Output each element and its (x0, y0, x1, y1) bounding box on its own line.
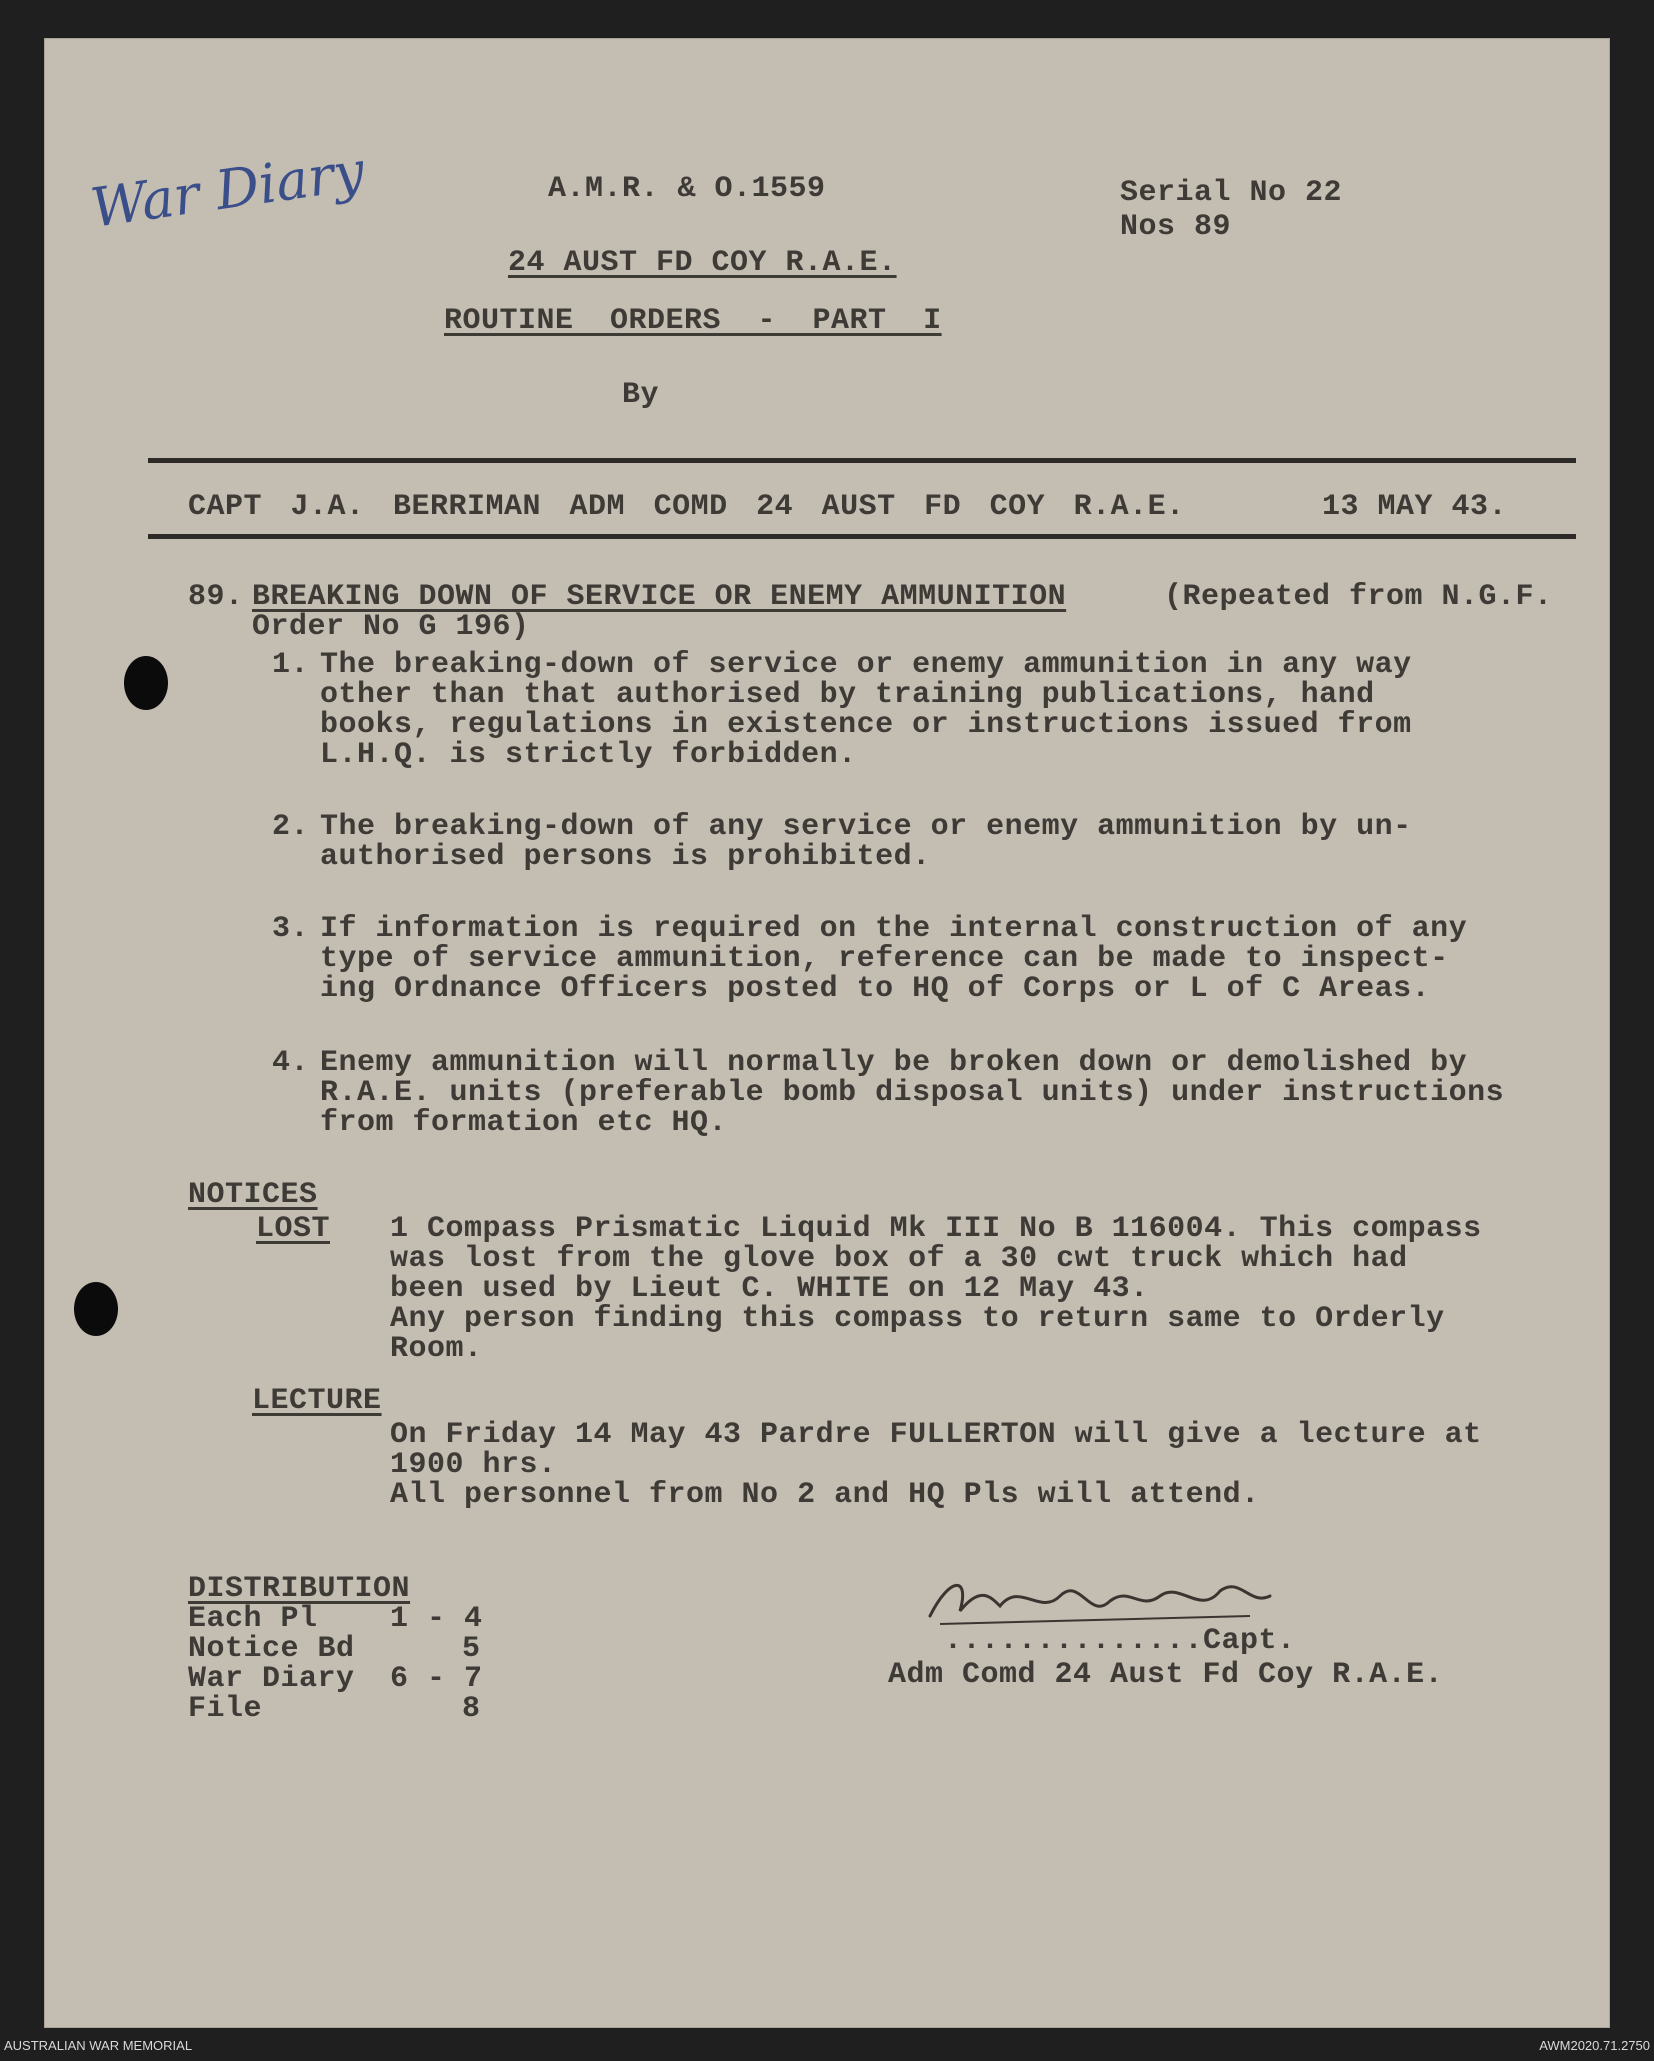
paragraph-line: The breaking-down of service or enemy ammunition in any way (320, 648, 1412, 682)
punch-hole-top (124, 656, 168, 710)
paragraph-number: 1. (272, 648, 310, 682)
bottom-rule (148, 534, 1576, 539)
lecture-line: 1900 hrs. (390, 1448, 557, 1482)
lost-line: 1 Compass Prismatic Liquid Mk III No B 116004. This compass (390, 1212, 1482, 1246)
unit-title: 24 AUST FD COY R.A.E. (508, 246, 897, 280)
distribution-label: File (188, 1692, 263, 1726)
distribution-label: Each Pl (188, 1602, 318, 1636)
lost-line: been used by Lieut C. WHITE on 12 May 43. (390, 1272, 1149, 1306)
paragraph-line: The breaking-down of any service or enemy ammunition by un- (320, 810, 1412, 844)
paragraph-number: 3. (272, 912, 310, 946)
order-number: 89. (188, 580, 244, 614)
distribution-value: 6 - 7 (390, 1662, 483, 1696)
top-rule (148, 458, 1576, 463)
signature-dots: ..............Capt. (944, 1624, 1296, 1658)
paragraph-line: from formation etc HQ. (320, 1106, 728, 1140)
order-heading-note: (Repeated from N.G.F. (1164, 580, 1553, 614)
lost-line: was lost from the glove box of a 30 cwt truck which had (390, 1242, 1408, 1276)
distribution-value: 1 - 4 (390, 1602, 483, 1636)
reference-number: A.M.R. & O.1559 (548, 172, 826, 206)
document-title: ROUTINE ORDERS - PART I (444, 304, 942, 338)
lecture-line: All personnel from No 2 and HQ Pls will attend. (390, 1478, 1260, 1512)
paragraph-number: 2. (272, 810, 310, 844)
paragraph-line: ing Ordnance Officers posted to HQ of Corps or L of C Areas. (320, 972, 1431, 1006)
order-date: 13 MAY 43. (1322, 490, 1508, 524)
lost-line: Room. (390, 1332, 483, 1366)
distribution-label: War Diary (188, 1662, 355, 1696)
paragraph-line: authorised persons is prohibited. (320, 840, 931, 874)
commander-line: CAPT J.A. BERRIMAN ADM COMD 24 AUST FD COY R.A.E. (188, 490, 1185, 524)
lecture-line: On Friday 14 May 43 Pardre FULLERTON will give a lecture at (390, 1418, 1482, 1452)
paragraph-line: other than that authorised by training publications, hand (320, 678, 1375, 712)
lecture-label: LECTURE (252, 1384, 382, 1418)
distribution-label: Notice Bd (188, 1632, 355, 1666)
distribution-value: 5 (462, 1632, 481, 1666)
footer-right: AWM2020.71.2750 (1539, 2038, 1650, 2053)
order-heading-note-2: Order No G 196) (252, 610, 530, 644)
notices-heading: NOTICES (188, 1178, 318, 1212)
lost-label: LOST (256, 1212, 331, 1246)
nos-number: Nos 89 (1120, 210, 1232, 244)
paragraph-line: Enemy ammunition will normally be broken down or demolished by (320, 1046, 1468, 1080)
by-label: By (622, 378, 660, 412)
footer-left: AUSTRALIAN WAR MEMORIAL (4, 2038, 193, 2053)
handwritten-annotation: War Diary (86, 139, 369, 240)
signature-title: Adm Comd 24 Aust Fd Coy R.A.E. (888, 1658, 1444, 1692)
paragraph-line: L.H.Q. is strictly forbidden. (320, 738, 857, 772)
paragraph-line: If information is required on the internal construction of any (320, 912, 1468, 946)
paragraph-line: type of service ammunition, reference can be made to inspect- (320, 942, 1449, 976)
paragraph-number: 4. (272, 1046, 310, 1080)
distribution-heading: DISTRIBUTION (188, 1572, 411, 1606)
lost-line: Any person finding this compass to return same to Orderly (390, 1302, 1445, 1336)
distribution-value: 8 (462, 1692, 481, 1726)
paragraph-line: R.A.E. units (preferable bomb disposal units) under instructions (320, 1076, 1505, 1110)
order-heading: BREAKING DOWN OF SERVICE OR ENEMY AMMUNITION (252, 580, 1067, 614)
serial-number: Serial No 22 (1120, 176, 1343, 210)
document-page (44, 38, 1610, 2028)
paragraph-line: books, regulations in existence or instructions issued from (320, 708, 1412, 742)
punch-hole-bottom (74, 1282, 118, 1336)
